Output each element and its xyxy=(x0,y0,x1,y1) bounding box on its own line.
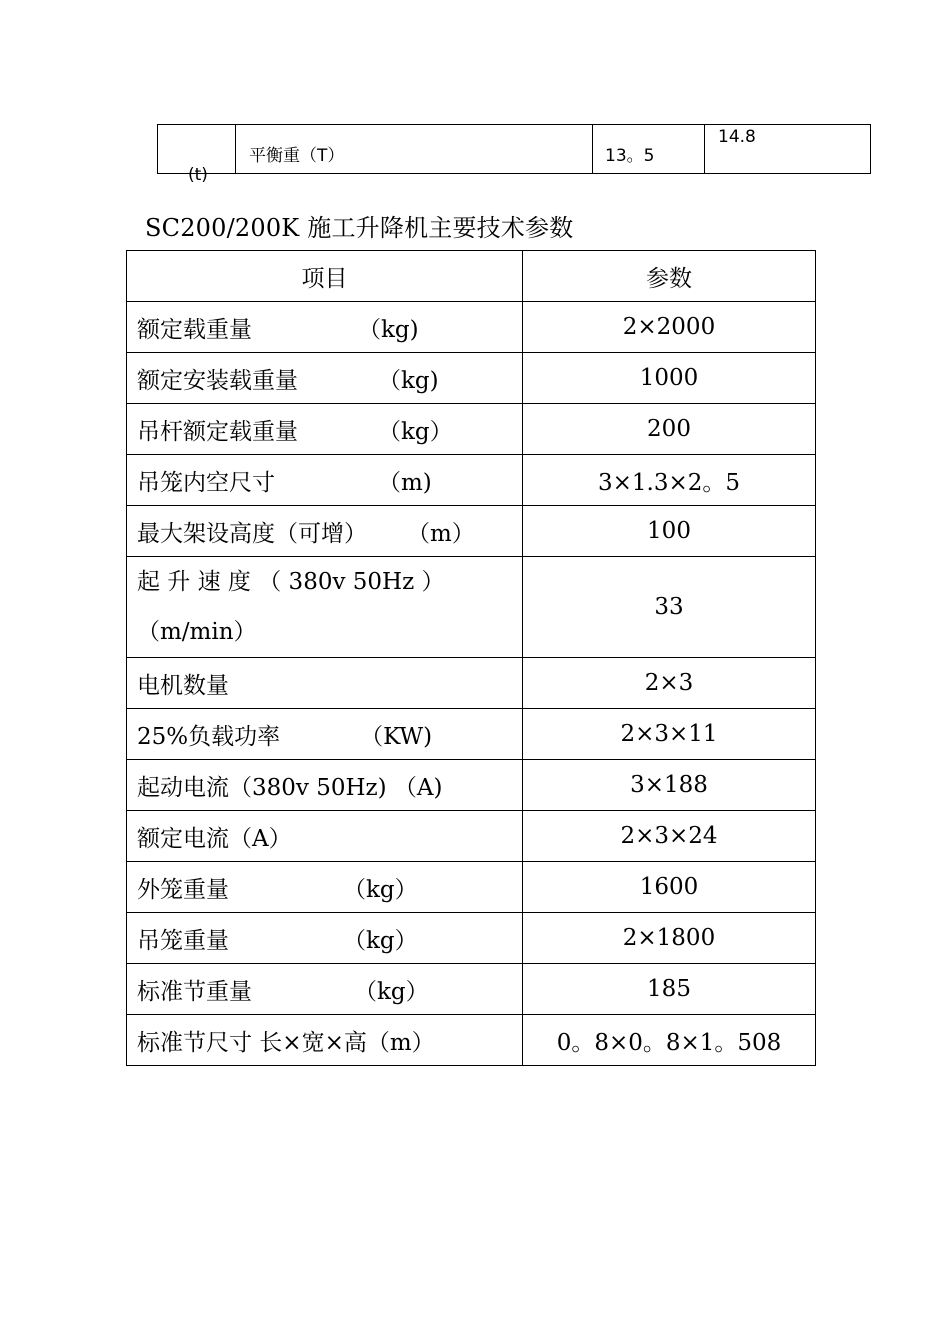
row-value: 2×3 xyxy=(523,658,816,709)
row-name: 25%负载功率 xyxy=(137,723,281,750)
table-row xyxy=(127,506,816,557)
counterweight-value-1: 13。5 xyxy=(605,146,655,166)
row-value: 2×3×24 xyxy=(523,811,816,862)
table-row xyxy=(127,353,816,404)
row-name: 标准节尺寸 长×宽×高（m） xyxy=(137,1029,435,1056)
row-value: 2×2000 xyxy=(523,302,816,353)
row-value: 1600 xyxy=(523,862,816,913)
row-name: 额定安装载重量 xyxy=(137,367,298,394)
row-value: 2×1800 xyxy=(523,913,816,964)
counterweight-value-1-cell xyxy=(593,125,705,174)
row-name: 外笼重量 xyxy=(137,876,229,903)
row-name: 吊笼内空尺寸 xyxy=(137,469,275,496)
row-unit: （kg） xyxy=(354,978,429,1005)
table-row xyxy=(127,709,816,760)
counterweight-value-2: 14.8 xyxy=(718,127,756,147)
table-row xyxy=(127,760,816,811)
row-unit: （m) xyxy=(378,469,432,496)
table-row xyxy=(127,913,816,964)
counterweight-value-2-cell xyxy=(705,125,871,174)
row-name: 额定载重量 xyxy=(137,316,252,343)
row-name: 吊杆额定载重量 xyxy=(137,418,298,445)
row-value: 1000 xyxy=(523,353,816,404)
row-value: 3×1.3×2。5 xyxy=(523,455,816,506)
row-unit: （KW) xyxy=(360,723,433,750)
row-value: 0。8×0。8×1。508 xyxy=(523,1015,816,1066)
row-value: 2×3×11 xyxy=(523,709,816,760)
row-unit: （kg） xyxy=(343,876,418,903)
row-value: 185 xyxy=(523,964,816,1015)
row-unit: （kg) xyxy=(358,316,419,343)
table-row xyxy=(127,302,816,353)
table-row xyxy=(127,862,816,913)
row-name: 起动电流（380v 50Hz) （A) xyxy=(137,774,443,801)
table-row xyxy=(127,811,816,862)
row-unit: （kg） xyxy=(343,927,418,954)
counterweight-label: 平衡重（T） xyxy=(249,146,345,166)
counterweight-table xyxy=(157,124,871,174)
row-value: 3×188 xyxy=(523,760,816,811)
row-name: 电机数量 xyxy=(137,672,229,699)
table-row xyxy=(127,658,816,709)
row-unit: （kg) xyxy=(378,367,439,394)
header-value: 参数 xyxy=(523,251,816,302)
table-row xyxy=(127,557,816,658)
spec-table xyxy=(126,250,816,1066)
counterweight-label-cell xyxy=(236,125,593,174)
row-name: 最大架设高度（可增） xyxy=(137,520,367,547)
row-value: 100 xyxy=(523,506,816,557)
row-value: 200 xyxy=(523,404,816,455)
table-row xyxy=(127,455,816,506)
row-name: 吊笼重量 xyxy=(137,927,229,954)
row-value: 33 xyxy=(523,557,816,658)
row-unit: （m） xyxy=(407,520,475,547)
row-name: 标准节重量 xyxy=(137,978,252,1005)
header-item: 项目 xyxy=(127,251,523,302)
table-row xyxy=(127,964,816,1015)
row-name: 额定电流（A） xyxy=(137,825,292,852)
table-row xyxy=(127,404,816,455)
table-row xyxy=(127,1015,816,1066)
table-header-row xyxy=(127,251,816,302)
row-name: 起 升 速 度 （ 380v 50Hz ） xyxy=(137,569,445,595)
page-title: SC200/200K 施工升降机主要技术参数 xyxy=(145,214,574,242)
row-unit: （kg） xyxy=(378,418,453,445)
row-unit: （m/min） xyxy=(137,619,257,645)
unit-fragment: (t) xyxy=(188,165,208,185)
